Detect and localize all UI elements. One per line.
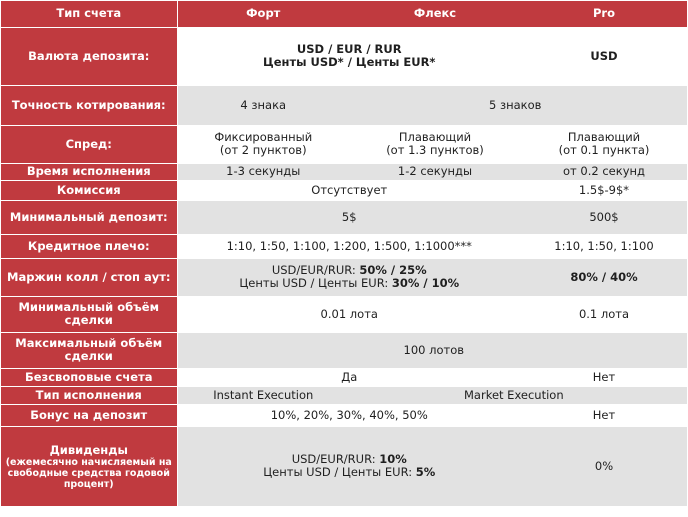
table-row (1, 426, 687, 506)
flex-header: Флекс (349, 1, 521, 27)
commission-label: Комиссия (1, 180, 177, 200)
min-deposit-pro: 500$ (521, 200, 687, 234)
dividends-note: (ежемесячно начисляемый на свободные средства годовой процент) (5, 456, 172, 490)
dividends-label (1, 426, 177, 506)
spread-flex (349, 125, 521, 163)
spread-label: Спред: (1, 125, 177, 163)
leverage-pro: 1:10, 1:50, 1:100 (521, 234, 687, 258)
margin-call-pro: 80% / 40% (521, 258, 687, 296)
table-row (1, 85, 687, 125)
table-row (1, 368, 687, 386)
margin-call-line2-value: 30% / 10% (391, 276, 460, 290)
dividends-line2 (180, 466, 520, 479)
header-row (1, 1, 687, 27)
execution-time-flex: 1-2 секунды (349, 163, 521, 180)
currency-label: Валюта депозита: (1, 27, 177, 85)
fort-header: Форт (177, 1, 349, 27)
leverage-fort-flex: 1:10, 1:50, 1:100, 1:200, 1:500, 1:1000*** (177, 234, 521, 258)
margin-call-label: Маржин колл / стоп аут: (1, 258, 177, 296)
max-volume-all: 100 лотов (177, 332, 687, 368)
dividends-line1-prefix: USD/EUR/RUR: (291, 452, 380, 466)
spread-fort-line1: Фиксированный (214, 130, 313, 144)
table-row (1, 200, 687, 234)
spread-flex-line1: Плавающий (398, 130, 472, 144)
min-volume-label: Минимальный объём сделки (1, 296, 177, 332)
execution-time-fort: 1-3 секунды (177, 163, 349, 180)
table-row (1, 258, 687, 296)
currency-line1: USD / EUR / RUR (296, 42, 402, 56)
table-row (1, 234, 687, 258)
table-row (1, 125, 687, 163)
swap-free-label: Безсвоповые счета (1, 368, 177, 386)
table-row (1, 180, 687, 200)
account-type-header: Тип счета (1, 1, 177, 27)
execution-type-fort: Instant Execution (177, 386, 349, 404)
spread-flex-line2: (от 1.3 пунктов) (386, 143, 484, 157)
dividends-fort-flex (177, 426, 521, 506)
bonus-pro: Нет (521, 404, 687, 426)
commission-fort-flex: Отсутствует (177, 180, 521, 200)
table-row (1, 404, 687, 426)
spread-pro (521, 125, 687, 163)
precision-flex-pro: 5 знаков (349, 85, 687, 125)
min-volume-pro: 0.1 лота (521, 296, 687, 332)
precision-fort: 4 знака (177, 85, 349, 125)
spread-pro-line2: (от 0.1 пункта) (558, 143, 650, 157)
dividends-line2-prefix: Центы USD / Центы EUR: (263, 465, 416, 479)
table-row (1, 27, 687, 85)
margin-call-fort-flex (177, 258, 521, 296)
currency-pro: USD (521, 27, 687, 85)
spread-fort-line2: (от 2 пунктов) (219, 143, 307, 157)
execution-type-label: Тип исполнения (1, 386, 177, 404)
swap-free-pro: Нет (521, 368, 687, 386)
commission-pro: 1.5$-9$* (521, 180, 687, 200)
currency-line2: Центы USD* / Центы EUR* (263, 55, 436, 69)
account-comparison-table (1, 1, 687, 507)
min-volume-fort-flex: 0.01 лота (177, 296, 521, 332)
table-row (1, 332, 687, 368)
min-deposit-label: Минимальный депозит: (1, 200, 177, 234)
margin-call-line2 (180, 277, 520, 290)
margin-call-line2-prefix: Центы USD / Центы EUR: (239, 276, 392, 290)
spread-pro-line1: Плавающий (567, 130, 641, 144)
dividends-title: Дивиденды (49, 442, 128, 457)
precision-label: Точность котирования: (1, 85, 177, 125)
pro-header: Pro (521, 1, 687, 27)
table-row (1, 163, 687, 180)
dividends-line2-value: 5% (415, 465, 436, 479)
min-deposit-fort-flex: 5$ (177, 200, 521, 234)
margin-call-line1-prefix: USD/EUR/RUR: (271, 263, 360, 277)
execution-time-pro: от 0.2 секунд (521, 163, 687, 180)
margin-call-line1-value: 50% / 25% (359, 263, 427, 277)
currency-fort-flex (177, 27, 521, 85)
table-row (1, 386, 687, 404)
leverage-label: Кредитное плечо: (1, 234, 177, 258)
swap-free-fort-flex: Да (177, 368, 521, 386)
execution-type-flex-pro: Market Execution (349, 386, 687, 404)
max-volume-label: Максимальный объём сделки (1, 332, 177, 368)
bonus-fort-flex: 10%, 20%, 30%, 40%, 50% (177, 404, 521, 426)
dividends-pro: 0% (521, 426, 687, 506)
table-row (1, 296, 687, 332)
spread-fort (177, 125, 349, 163)
bonus-label: Бонус на депозит (1, 404, 177, 426)
execution-time-label: Время исполнения (1, 163, 177, 180)
dividends-line1-value: 10% (379, 452, 407, 466)
